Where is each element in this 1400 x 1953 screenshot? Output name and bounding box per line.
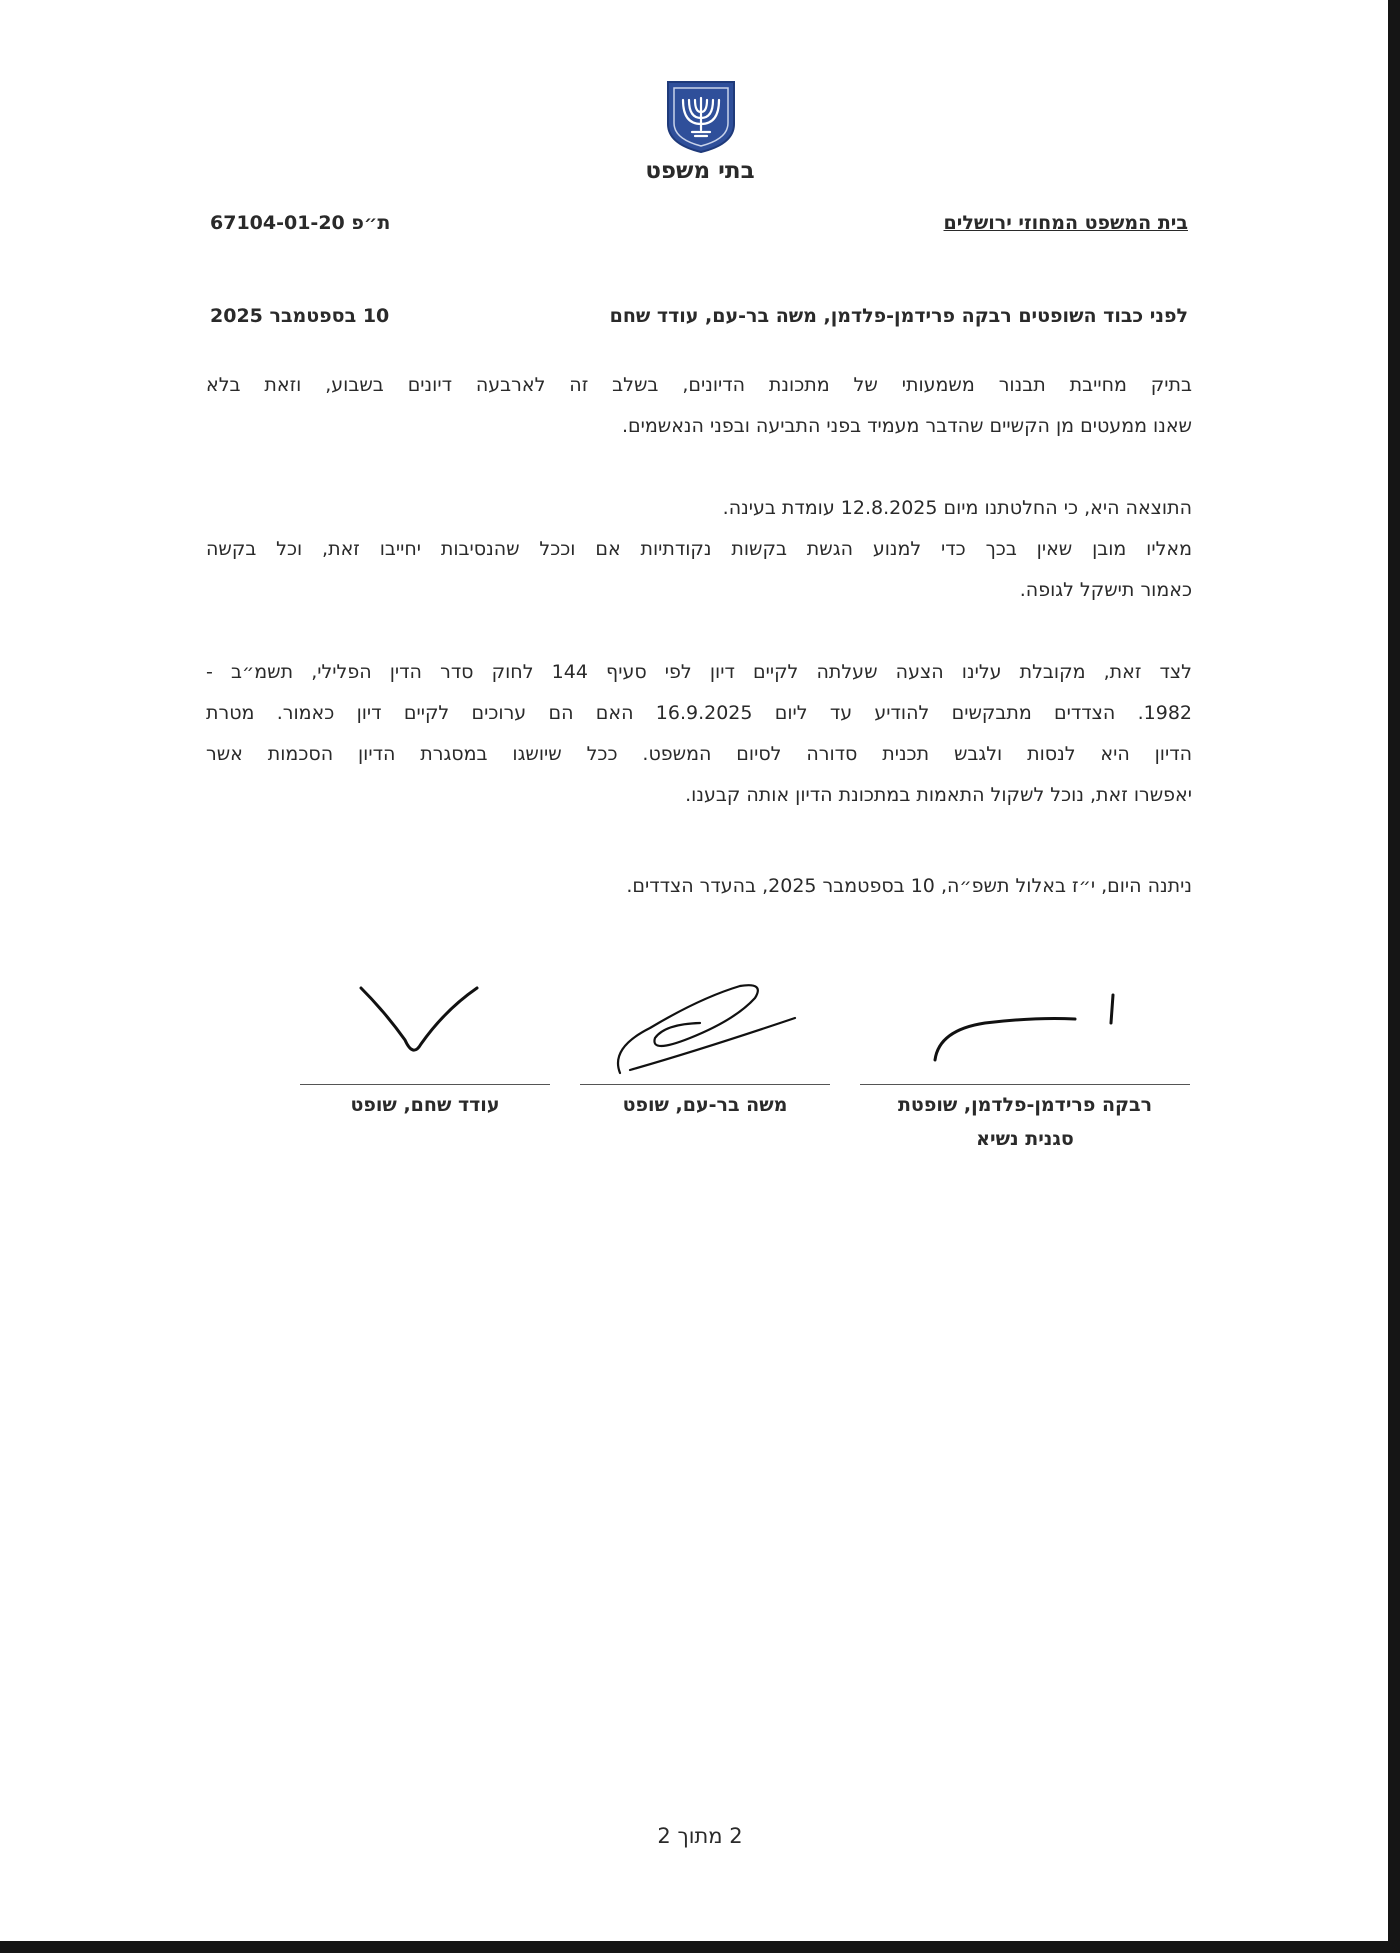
judges-panel: לפני כבוד השופטים רבקה פרידמן-פלדמן, משה בר-עם, עודד שחם (609, 305, 1188, 327)
paragraph-5 (206, 866, 1192, 907)
court-name: בית המשפט המחוזי ירושלים (943, 212, 1188, 234)
signature-3-icon (355, 982, 485, 1062)
paragraph-2 (206, 488, 1192, 611)
signature-line (580, 1084, 830, 1085)
header-row-judges (210, 305, 1188, 337)
signer-name-3: עודד שחם, שופט (350, 1094, 500, 1116)
signature-2-icon (610, 978, 800, 1078)
paragraph-line: כאמור תישקל לגופה. (1019, 579, 1192, 601)
paragraph-line: ניתנה היום, י״ז באלול תשפ״ה, 10 בספטמבר 2025, בהעדר הצדדים. (626, 875, 1192, 897)
paragraph-line: התוצאה היא, כי החלטתנו מיום 12.8.2025 עומדת בעינה. (722, 497, 1192, 519)
signature-line (860, 1084, 1190, 1085)
paragraph-line: שאנו ממעטים מן הקשיים שהדבר מעמיד בפני התביעה ובפני הנאשמים. (621, 415, 1192, 437)
organization-title: בתי משפט (645, 158, 755, 184)
case-number: ת״פ 67104-01-20 (210, 212, 391, 234)
state-emblem-icon (664, 78, 738, 154)
paragraph-line: הדיון היא לנסות ולגבש תכנית סדורה לסיום המשפט. ככל שיושגו במסגרת הדיון הסכמות אשר (206, 743, 1192, 765)
paragraph-4 (206, 652, 1192, 816)
page-edge-bottom (0, 1941, 1400, 1953)
paragraph-line: בתיק מחייבת תבנור משמעותי של מתכונת הדיונים, בשלב זה לארבעה דיונים בשבוע, וזאת בלא (206, 374, 1192, 396)
signature-line (300, 1084, 550, 1085)
page-edge-right (1388, 0, 1400, 1953)
signature-1-icon (925, 985, 1125, 1065)
paragraph-line: מאליו מובן שאין בכך כדי למנוע הגשת בקשות נקודתיות אם וככל שהנסיבות יחייבו זאת, וכל בקשה (206, 538, 1192, 560)
paragraph-line: לצד זאת, מקובלת עלינו הצעה שעלתה לקיים דיון לפי סעיף 144 לחוק סדר הדין הפלילי, תשמ״ב - (206, 661, 1192, 683)
header-row-court (210, 212, 1188, 244)
signer-name-2: משה בר-עם, שופט (622, 1094, 788, 1116)
decision-date: 10 בספטמבר 2025 (210, 305, 390, 327)
signer-name-1: רבקה פרידמן-פלדמן, שופטת סגנית נשיא (897, 1094, 1153, 1150)
paragraph-line: יאפשרו זאת, נוכל לשקול התאמות במתכונת הדיון אותה קבענו. (685, 784, 1192, 806)
paragraph-line: 1982. הצדדים מתבקשים להודיע עד ליום 16.9.2025 האם הם ערוכים לקיים דיון כאמור. מטרת (206, 702, 1193, 724)
page-indicator: 2 מתוך 2 (657, 1824, 743, 1848)
paragraph-1 (206, 365, 1192, 447)
